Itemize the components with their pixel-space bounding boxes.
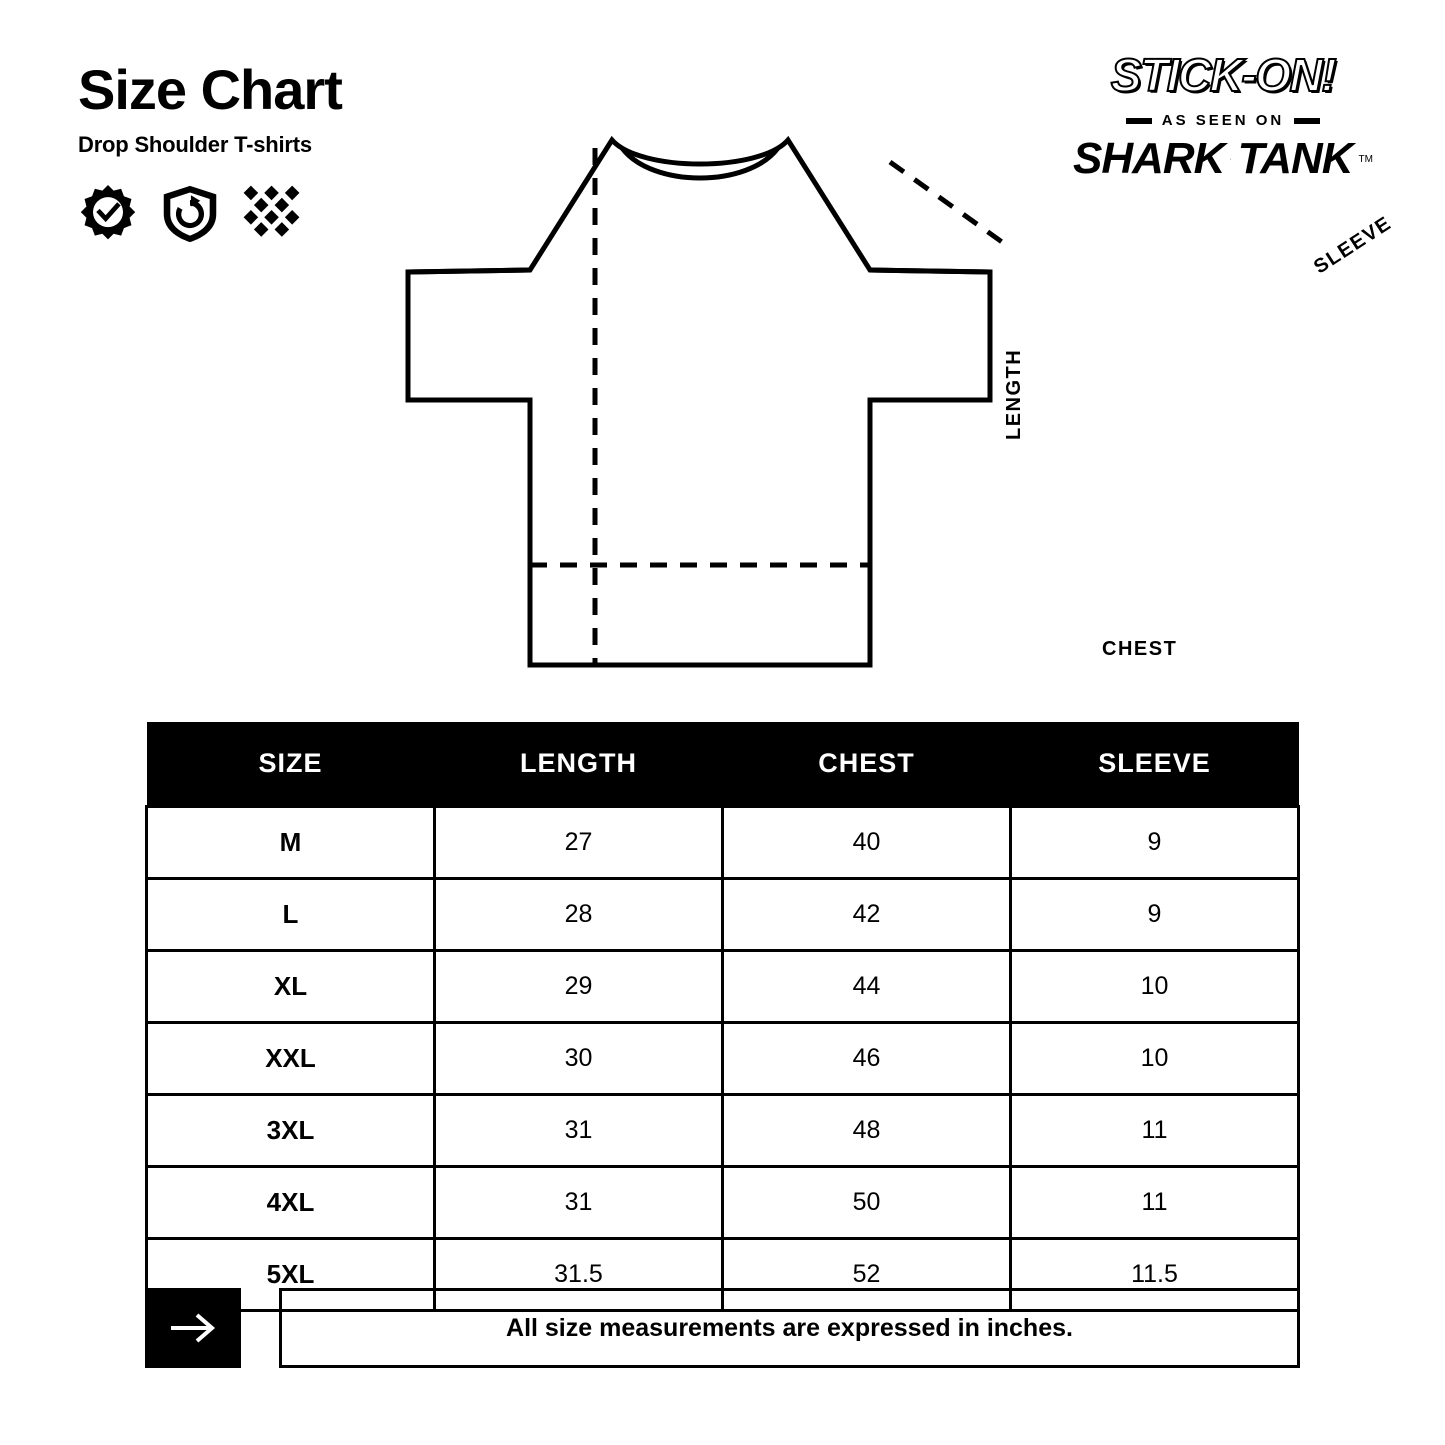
divider-right	[1294, 118, 1320, 124]
cell-chest: 48	[723, 1095, 1011, 1167]
divider-left	[1126, 118, 1152, 124]
cell-length: 29	[435, 951, 723, 1023]
shield-guarantee-icon	[160, 184, 220, 244]
cell-size: 3XL	[147, 1095, 435, 1167]
column-header-sleeve: SLEEVE	[1011, 722, 1299, 807]
cell-length: 31	[435, 1167, 723, 1239]
table-row	[147, 879, 1299, 951]
cell-size: M	[147, 807, 435, 879]
measurement-note: All size measurements are expressed in inches.	[279, 1288, 1300, 1368]
cell-sleeve: 9	[1011, 879, 1299, 951]
certified-check-badge-icon	[78, 184, 138, 244]
cell-chest: 50	[723, 1167, 1011, 1239]
cell-chest: 44	[723, 951, 1011, 1023]
cell-length: 31.5	[435, 1239, 723, 1311]
as-seen-on-label: AS SEEN ON	[1161, 112, 1285, 129]
cell-chest: 42	[723, 879, 1011, 951]
woven-fabric-icon	[242, 184, 302, 244]
shark-tank-logo	[1073, 134, 1373, 183]
as-seen-on-row	[1073, 112, 1373, 129]
column-header-size: SIZE	[147, 722, 435, 807]
table-row	[147, 1167, 1299, 1239]
tank-word: TANK	[1237, 134, 1353, 183]
cell-length: 28	[435, 879, 723, 951]
chest-label: CHEST	[1102, 638, 1178, 660]
table-row	[147, 807, 1299, 879]
footer-note	[145, 1288, 1300, 1368]
arrow-box	[145, 1288, 241, 1368]
cell-size: L	[147, 879, 435, 951]
page-subtitle: Drop Shoulder T-shirts	[78, 132, 312, 157]
cell-length: 31	[435, 1095, 723, 1167]
table-row	[147, 1023, 1299, 1095]
column-header-length: LENGTH	[435, 722, 723, 807]
size-table	[145, 722, 1300, 1312]
cell-sleeve: 11.5	[1011, 1239, 1299, 1311]
cell-sleeve: 10	[1011, 951, 1299, 1023]
column-header-chest: CHEST	[723, 722, 1011, 807]
cell-sleeve: 11	[1011, 1095, 1299, 1167]
cell-sleeve: 9	[1011, 807, 1299, 879]
cell-size: XL	[147, 951, 435, 1023]
cell-size: XXL	[147, 1023, 435, 1095]
page-title: Size Chart	[78, 58, 342, 121]
shark-fin-icon	[1230, 138, 1231, 180]
cell-length: 27	[435, 807, 723, 879]
table-row	[147, 951, 1299, 1023]
length-label: LENGTH	[1003, 348, 1025, 440]
cell-length: 30	[435, 1023, 723, 1095]
tshirt-outline	[390, 110, 1040, 690]
size-table-wrapper	[145, 722, 1300, 1312]
cell-sleeve: 10	[1011, 1023, 1299, 1095]
sleeve-label: SLEEVE	[1310, 212, 1396, 279]
table-row	[147, 1095, 1299, 1167]
cell-chest: 52	[723, 1239, 1011, 1311]
cell-chest: 40	[723, 807, 1011, 879]
trademark-symbol: TM	[1358, 153, 1373, 165]
cell-size: 5XL	[147, 1239, 435, 1311]
cell-chest: 46	[723, 1023, 1011, 1095]
shark-word: SHARK	[1073, 134, 1225, 183]
brand-block	[1073, 49, 1373, 183]
table-header-row	[147, 722, 1299, 807]
cell-size: 4XL	[147, 1167, 435, 1239]
brand-logo: STICK-ON!	[1110, 49, 1336, 101]
cell-sleeve: 11	[1011, 1167, 1299, 1239]
arrow-right-icon	[167, 1311, 219, 1345]
